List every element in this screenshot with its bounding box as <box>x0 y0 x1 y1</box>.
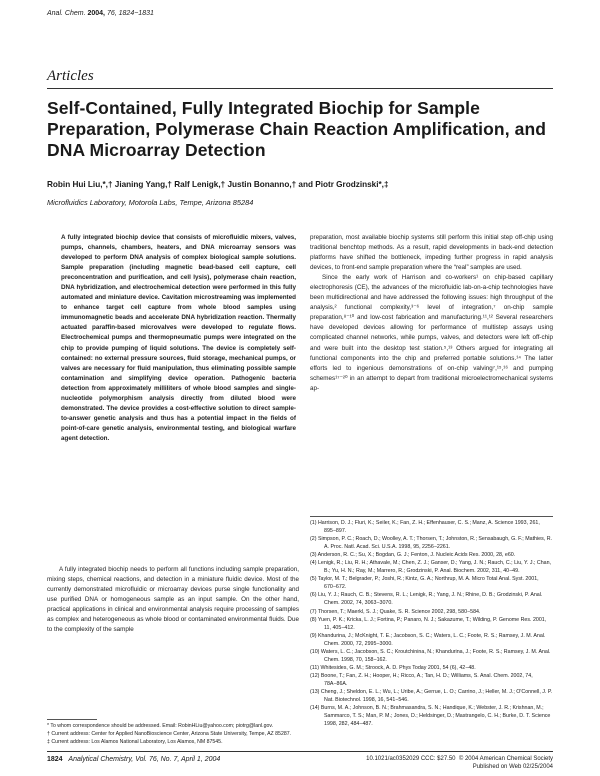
copyright: © 2004 American Chemical Society <box>458 756 553 762</box>
reference-item: (10) Waters, L. C.; Jacobson, S. C.; Kroutchinina, N.; Khandurina, J.; Foote, R. S.; Ramsey, J. M. Anal. Chem. 1998, 70, 158−162. <box>310 648 551 663</box>
journal-issue: Analytical Chemistry, Vol. 76, No. 7, April 1, 2004 <box>68 756 221 763</box>
section-divider <box>47 88 553 89</box>
footnote-address-1: † Current address: Center for Applied NanoBioscience Center, Arizona State University, Tempe, AZ 85287. <box>47 731 292 737</box>
reference-item: (4) Lenigk, R.; Liu, R. H.; Athavale, M.; Chen, Z. J.; Ganser, D.; Yang, J. N.; Rauch, C.; Liu, Y. J.; Chan, B.; Yu, H. N.; Ray, M.; Marrero, R.; Grodzinski, P. Anal. Biochem. 2002, 311, 40−49. <box>310 560 552 575</box>
doi-price: 10.1021/ac0352029 CCC: $27.50 © 2004 American Chemical Society <box>366 756 553 762</box>
section-heading: Articles <box>47 68 94 84</box>
footnotes <box>47 722 299 746</box>
reference-item: (9) Khandurina, J.; McKnight, T. E.; Jacobson, S. C.; Waters, L. C.; Foote, R. S.; Ramsey, J. M. Anal. Chem. 2000, 72, 2995−3000. <box>310 632 546 647</box>
reference-list <box>310 519 553 728</box>
reference-item: (6) Liu, Y. J.; Rauch, C. B.; Stevens, R. L.; Lenigk, R.; Yang, J. N.; Rhine, D. B.; Grodzinski, P. Anal. Chem. 2002, 74, 3063−3070. <box>310 592 543 607</box>
intro-left-column <box>47 565 299 635</box>
abstract: A fully integrated biochip device that consists of microfluidic mixers, valves, pumps, channels, chambers, heaters, and DNA microarray sensors was developed to perform DNA analysis of complex biological sample solutions. Sample preparation (including magnetic bead-based cell capture, cell preconcentration and purification, and cell lysis), polymerase chain reaction, DNA hybridization, and electrochemical detection were performed in this fully automated and miniature device. Cavitation microstreaming was implemented to enhance target cell capture from whole blood samples using immunomagnetic beads and accelerate DNA hybridization reaction. Thermally actuated paraffin-based microvalves were developed to regulate flows. Electrochemical pumps and thermopneumatic pumps were integrated on the chip to provide pumping of liquid solutions. The device is completely self-contained: no external pressure sources, fluid storage, mechanical pumps, or valves are necessary for fluid manipulation, thus eliminating possible sample contamination and simplifying device operation. Pathogenic bacteria detection from approximately milliliters of whole blood samples and single-nucleotide polymorphism analysis directly from diluted blood were demonstrated. The device provides a cost-effective solution to direct sample-to-answer genetic analysis and thus has a potential impact in the fields of point-of-care genetic analysis, environmental testing, and biological warfare agent detection. <box>61 234 296 442</box>
footnote-correspondence: * To whom correspondence should be addressed. Email: RobinHLiu@yahoo.com; piotrg@lanl.gov. <box>47 723 274 729</box>
journal-citation <box>47 10 154 17</box>
author-list: Robin Hui Liu,*,† Jianing Yang,† Ralf Lenigk,† Justin Bonanno,† and Piotr Grodzinski*,‡ <box>47 180 389 189</box>
intro-paragraph: A fully integrated biochip needs to perform all functions including sample preparation, mixing steps, chemical reactions, and detection in a miniature fluidic device. Most of the currently demonstrated microfluidic or microarray devices purse single functionality and use purified DNA or homogeneous sample as an input sample. On the other hand, practical applications in clinical and environmental analysis require processing of samples as complex and heterogeneous as whole blood or contaminated environmental fluids. Due to the complexity of the sample <box>47 566 299 634</box>
reference-item: (13) Cheng, J.; Sheldon, E. L.; Wu, L.; Uribe, A.; Gerrue, L. O.; Carrino, J.; Heller, M. J.; O'Connell, J. P. Nat. Biotechnol. 1998, 16, 541−546. <box>310 688 553 704</box>
right-column-text <box>310 233 553 394</box>
journal-name: Anal. Chem. <box>47 10 86 17</box>
article-title: Self-Contained, Fully Integrated Biochip for Sample Preparation, Polymerase Chain Reaction Amplification, and DNA Microarray Detection <box>47 98 547 160</box>
footnote-address-2: ‡ Current address: Los Alamos National Laboratory, Los Alamos, NM 87545. <box>47 739 223 745</box>
footnote-divider <box>47 719 97 720</box>
page-number: 1824 <box>47 756 63 763</box>
reference-item: (11) Whitesides, G. M.; Stroock, A. D. Phys Today 2001, 54 (6), 42−48. <box>310 664 476 671</box>
intro-continuation: preparation, most available biochip systems still perform this initial step off-chip using traditional benchtop methods. As a result, rapid developments in back-end detection platforms have shifted the bottleneck, impeding further progress in rapid analysis devices, to front-end sample preparation where the “real” samples are used. <box>310 234 553 272</box>
reference-item: (12) Boone, T.; Fan, Z. H.; Hooper, H.; Ricco, A.; Tan, H. D.; Williams, S. Anal. Chem. 2002, 74, 78A−86A. <box>310 672 533 687</box>
journal-volume-pages: 76, 1824−1831 <box>106 10 154 17</box>
reference-item: (2) Simpson, P. C.; Roach, D.; Woolley, A. T.; Thorsen, T.; Johnston, R.; Sensabaugh, G. F.; Mathies, R. A. Proc. Natl. Acad. Sci. U.S.A. 1998, 95, 2256−2261. <box>310 536 553 551</box>
references-divider <box>310 516 553 517</box>
reference-item: (5) Taylor, M. T.; Belgrader, P.; Joshi, R.; Kintz, G. A.; Northrup, M. A. Micro Total Anal. Syst. 2001, 670−672. <box>310 576 539 591</box>
page-footer <box>47 756 220 763</box>
journal-year: 2004, <box>87 10 106 17</box>
reference-item: (14) Burns, M. A.; Johnson, B. N.; Brahmasandra, S. N.; Handique, K.; Webster, J. R.; Krishnan, M.; Sammarco, T. S.; Man, P. M.; Jones, D.; Heldsinger, D.; Mastrangelo, C. H.; Burke, D. T. Science 1998, 282, 484−487. <box>310 705 551 728</box>
published-date: Published on Web 02/25/2004 <box>472 764 553 770</box>
affiliation: Microfluidics Laboratory, Motorola Labs, Tempe, Arizona 85284 <box>47 198 254 207</box>
reference-item: (1) Harrison, D. J.; Fluri, K.; Seiler, K.; Fan, Z. H.; Effenhauser, C. S.; Manz, A. Science 1993, 261, 895−897. <box>310 520 540 535</box>
publication-info <box>366 755 553 771</box>
reference-item: (7) Thorsen, T.; Maerkl, S. J.; Quake, S. R. Science 2002, 298, 580−584. <box>310 608 481 615</box>
reference-item: (8) Yuen, P. K.; Kricka, L. J.; Fortina, P.; Panaro, N. J.; Sakazume, T.; Wilding, P. Genome Res. 2001, 11, 405−412. <box>310 616 547 631</box>
reference-item: (3) Anderson, R. C.; Su, X.; Bogdan, G. J.; Fenton, J. Nucleic Acids Res. 2000, 28, e60. <box>310 552 516 559</box>
footer-divider <box>47 751 553 752</box>
intro-paragraph-2: Since the early work of Harrison and co-workers¹ on chip-based capillary electrophoresis (CE), the advances of the microfluidic lab-on-a-chip technologies have been multidirectional and have addressed the following issues: high throughput of the analysis,² functional complexity,³⁻⁶ level of integration,⁷ on-chip sample preparation,⁸⁻¹⁰ and low-cost fabrication and manufacturing.¹¹,¹² Several researchers have developed devices allowing for performance of multistep assays using complicated channel networks, while pumps, valves, and detectors were left off-chip and were built into the desktop test station.⁵,¹³ Others argued for integrating all functional components into the chip and preferred portable solutions.¹⁴ The latter efforts led to ingenious demonstrations of on-chip valving⁷,¹⁵,¹⁶ and pumping schemes¹⁷⁻²⁰ in an attempt to depart from traditional microelectromechanical systems ap- <box>310 274 553 392</box>
